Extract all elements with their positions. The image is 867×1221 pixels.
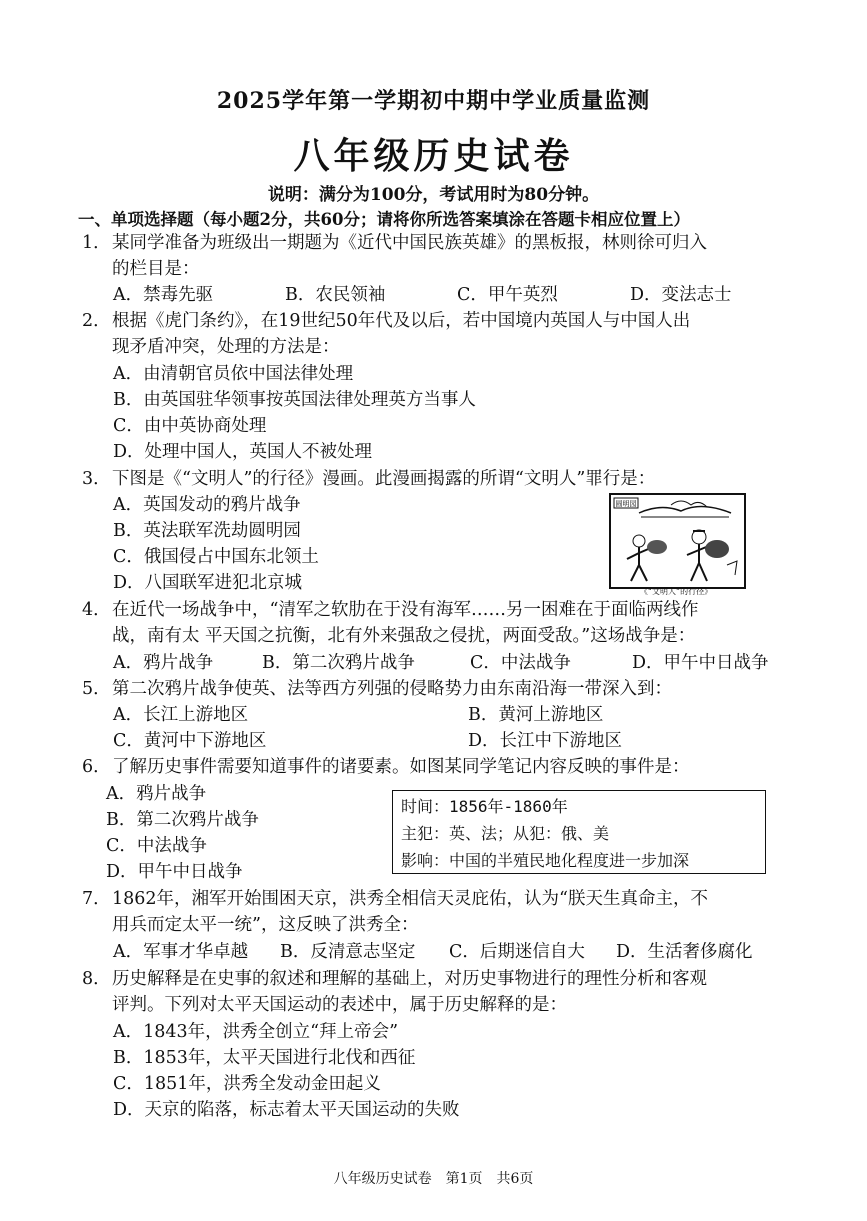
option-c[interactable]: C．中法战争 (106, 836, 207, 856)
question-number: 8． (82, 969, 111, 989)
option-a[interactable]: A．鸦片战争 (106, 784, 207, 804)
option-a[interactable]: A．鸦片战争 (113, 653, 214, 673)
exam-supertitle: 2025学年第一学期初中期中学业质量监测 (216, 88, 651, 114)
option-d[interactable]: D．天京的陷落，标志着太平天国运动的失败 (113, 1100, 460, 1120)
option-a[interactable]: A．由清朝官员依中国法律处理 (113, 364, 354, 384)
option-d[interactable]: D．长江中下游地区 (468, 731, 623, 751)
option-c[interactable]: C．后期迷信自大 (449, 942, 585, 962)
question-number: 6． (82, 757, 111, 777)
question-2 (82, 308, 802, 360)
question-stem-cont: 评判。下列对太平天国运动的表述中，属于历史解释的是： (112, 995, 567, 1015)
question-stem-cont: 现矛盾冲突，处理的方法是： (112, 337, 340, 357)
question-5 (82, 676, 802, 702)
question-number: 2． (82, 311, 111, 331)
question-number: 1． (82, 233, 111, 253)
question-stem: 历史解释是在史事的叙述和理解的基础上，对历史事物进行的理性分析和客观 (112, 969, 707, 989)
question-1 (82, 230, 802, 282)
question-stem-cont: 用兵而定太平一统”，这反映了洪秀全： (112, 915, 419, 935)
question-number: 5． (82, 679, 111, 699)
option-d[interactable]: D．处理中国人，英国人不被处理 (113, 442, 373, 462)
option-c[interactable]: C．甲午英烈 (457, 285, 558, 305)
option-c[interactable]: C．由中英协商处理 (113, 416, 267, 436)
option-d[interactable]: D．八国联军进犯北京城 (113, 573, 303, 593)
option-b[interactable]: B．黄河上游地区 (468, 705, 604, 725)
option-a[interactable]: A．长江上游地区 (113, 705, 249, 725)
option-d[interactable]: D．甲午中日战争 (106, 862, 243, 882)
option-b[interactable]: B．第二次鸦片战争 (262, 653, 415, 673)
exam-title: 八年级历史试卷 (293, 135, 574, 177)
question-7 (82, 886, 802, 938)
option-d[interactable]: D．生活奢侈腐化 (616, 942, 753, 962)
option-b[interactable]: B．1853年，太平天国进行北伐和西征 (113, 1048, 416, 1068)
option-a[interactable]: A．英国发动的鸦片战争 (113, 495, 301, 515)
question-stem-cont: 的栏目是： (112, 259, 200, 279)
question-stem: 了解历史事件需要知道事件的诸要素。如图某同学笔记内容反映的事件是： (112, 757, 690, 777)
question-stem: 在近代一场战争中，“清军之软肋在于没有海军……另一困难在于面临两线作 (112, 600, 699, 620)
cartoon-image (609, 493, 746, 589)
question-3 (82, 466, 802, 492)
question-4 (82, 597, 802, 649)
note-impact: 影响：中国的半殖民地化程度进一步加深 (401, 851, 690, 870)
option-a[interactable]: A．军事才华卓越 (113, 942, 249, 962)
option-d[interactable]: D．变法志士 (630, 285, 732, 305)
option-b[interactable]: B．英法联军洗劫圆明园 (113, 521, 301, 541)
note-time: 时间：1856年-1860年 (401, 797, 568, 816)
cartoon-sign-text: 圆明园 (615, 500, 637, 508)
option-b[interactable]: B．农民领袖 (285, 285, 386, 305)
note-culprits: 主犯：英、法；从犯：俄、美 (401, 824, 610, 843)
cartoon-caption: 《“文明人”的行径》 (639, 587, 713, 596)
option-c[interactable]: C．1851年，洪秀全发动金田起义 (113, 1074, 381, 1094)
notes-box (392, 790, 766, 874)
question-stem: 第二次鸦片战争使英、法等西方列强的侵略势力由东南沿海一带深入到： (112, 679, 672, 699)
question-stem: 1862年，湘军开始围困天京，洪秀全相信天灵庇佑，认为“朕天生真命主，不 (112, 889, 708, 909)
option-b[interactable]: B．第二次鸦片战争 (106, 810, 259, 830)
question-stem-cont: 战，南有太 平天国之抗衡，北有外来强敌之侵扰，两面受敌。”这场战争是： (112, 626, 696, 646)
question-8 (82, 966, 802, 1018)
question-number: 4． (82, 600, 111, 620)
question-6 (82, 754, 802, 780)
exam-note: 说明：满分为100分，考试用时为80分钟。 (267, 185, 600, 205)
option-d[interactable]: D．甲午中日战争 (632, 653, 769, 673)
option-c[interactable]: C．中法战争 (470, 653, 571, 673)
section-heading: 一、单项选择题（每小题2分，共60分；请将你所选答案填涂在答题卡相应位置上） (78, 210, 690, 229)
option-c[interactable]: C．黄河中下游地区 (113, 731, 267, 751)
option-a[interactable]: A．1843年，洪秀全创立“拜上帝会” (113, 1022, 399, 1042)
question-number: 7． (82, 889, 111, 909)
cartoon-drawing (611, 495, 744, 587)
question-stem: 下图是《“文明人”的行径》漫画。此漫画揭露的所谓“文明人”罪行是： (112, 469, 656, 489)
option-a[interactable]: A．禁毒先驱 (113, 285, 214, 305)
option-c[interactable]: C．俄国侵占中国东北领土 (113, 547, 319, 567)
question-stem: 某同学准备为班级出一期题为《近代中国民族英雄》的黑板报，林则徐可归入 (112, 233, 707, 253)
question-stem: 根据《虎门条约》，在19世纪50年代及以后，若中国境内英国人与中国人出 (112, 311, 691, 331)
option-b[interactable]: B．反清意志坚定 (280, 942, 416, 962)
option-b[interactable]: B．由英国驻华领事按英国法律处理英方当事人 (113, 390, 476, 410)
question-number: 3． (82, 469, 111, 489)
page-footer: 八年级历史试卷 第1页 共6页 (333, 1171, 534, 1187)
